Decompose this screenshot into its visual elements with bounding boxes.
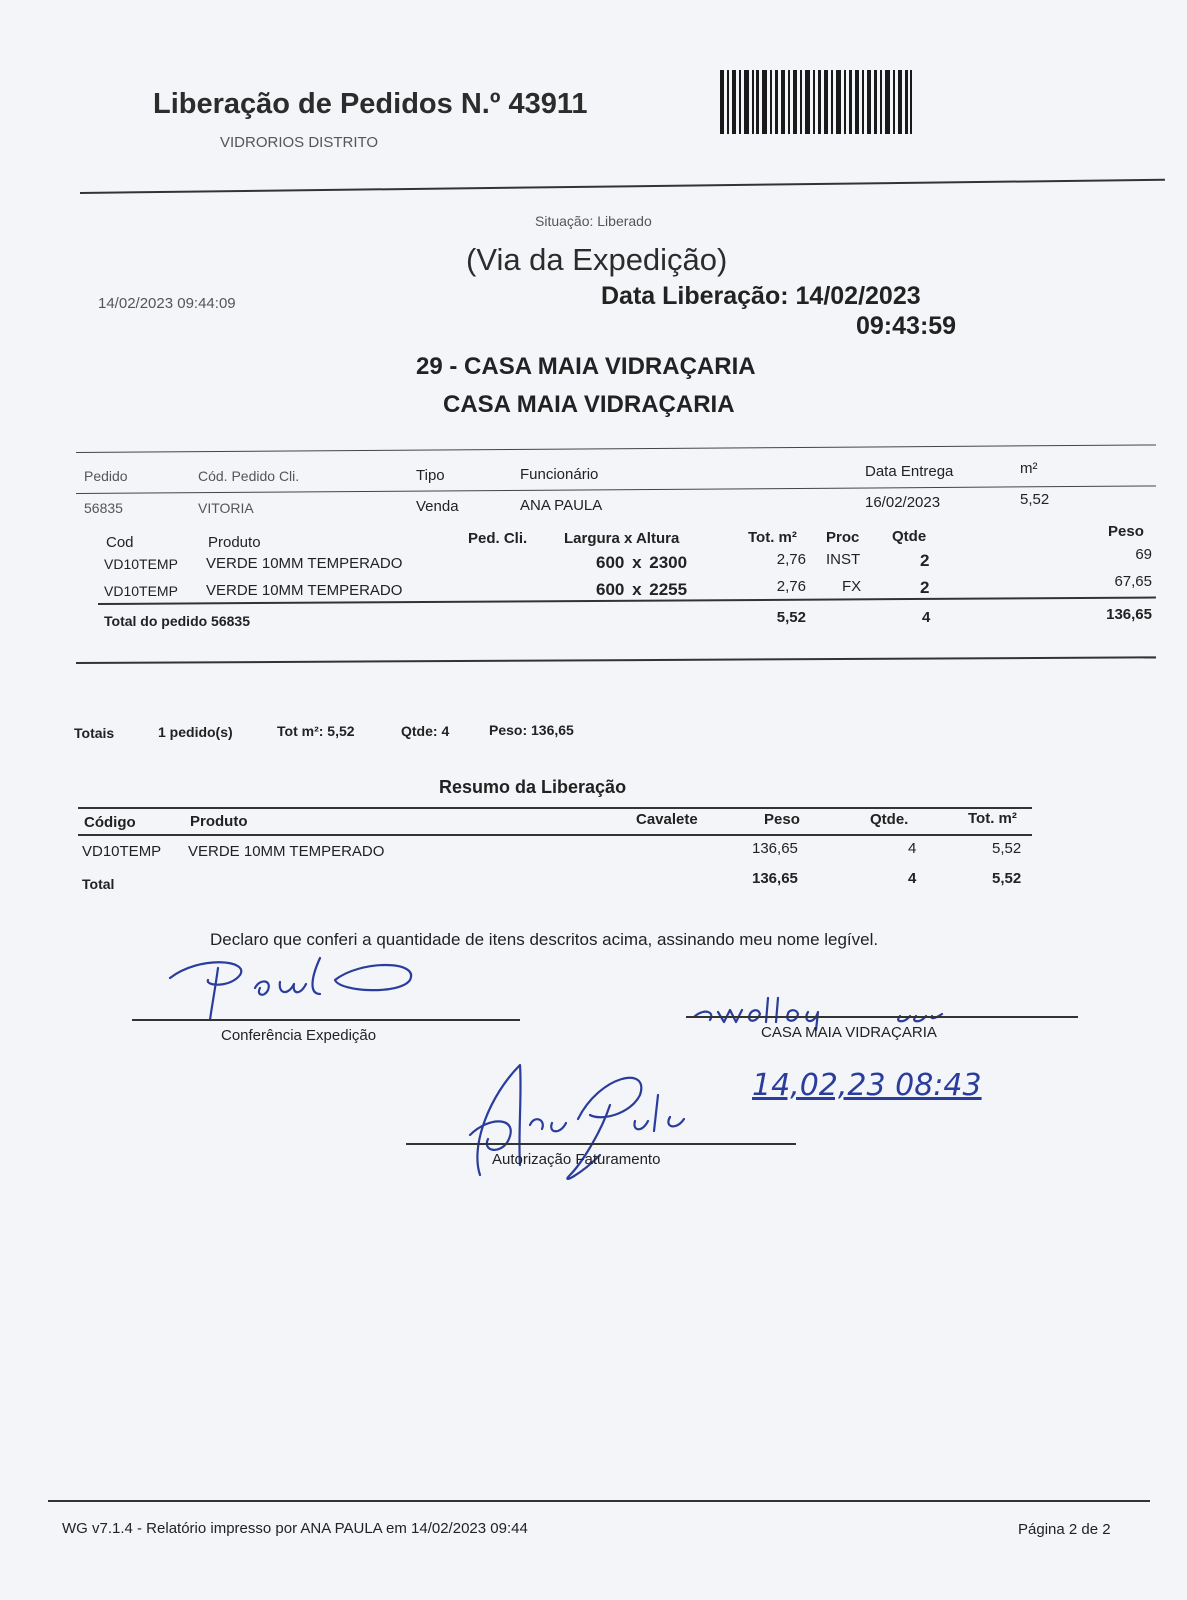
order-top-divider [76,444,1156,453]
value-tipo: Venda [416,498,459,515]
col-qtde: Qtde [892,528,927,545]
row2-cod: VD10TEMP [104,583,178,599]
resumo-row-codigo: VD10TEMP [82,843,162,860]
resumo-col-codigo: Código [84,814,136,831]
resumo-row-qtde: 4 [908,840,917,857]
totais-qtde: Qtde: 4 [401,723,450,739]
row2-qtde: 2 [920,578,930,597]
via-title: (Via da Expedição) [466,242,728,277]
signature-line-conferencia [132,1019,520,1021]
order-bottom-divider [76,656,1156,664]
resumo-total-qtde: 4 [908,870,917,887]
totais-label: Totais [74,725,115,741]
totais-tot-m2: Tot m²: 5,52 [277,723,355,739]
resumo-total-tot-m2: 5,52 [992,870,1022,887]
value-m2: 5,52 [1020,491,1050,508]
resumo-top-divider [78,807,1032,809]
row2-produto: VERDE 10MM TEMPERADO [206,582,403,599]
row1-qtde: 2 [920,551,930,570]
document-title: Liberação de Pedidos N.º 43911 [153,88,588,120]
barcode [720,70,912,134]
client-name-line1: 29 - CASA MAIA VIDRAÇARIA [416,353,756,380]
label-pedido: Pedido [84,468,128,484]
print-timestamp: 14/02/2023 09:44:09 [98,295,236,312]
row1-produto: VERDE 10MM TEMPERADO [206,555,403,572]
release-date: Data Liberação: 14/02/2023 [601,282,921,310]
declaration-text: Declaro que conferi a quantidade de itens descritos acima, assinando meu nome legível. [210,930,879,949]
signature-line-autorizacao [406,1143,796,1145]
resumo-row-peso: 136,65 [752,840,798,857]
value-pedido: 56835 [84,500,123,516]
col-produto: Produto [208,534,261,551]
row1-proc: INST [826,551,861,568]
row2-proc: FX [842,578,862,595]
conferencia-label: Conferência Expedição [221,1027,377,1044]
cliente-label: CASA MAIA VIDRAÇARIA [761,1024,937,1041]
row1-tot-m2: 2,76 [776,551,806,568]
row1-dims: 600 x 2300 [596,553,688,572]
totais-pedidos: 1 pedido(s) [158,724,233,740]
value-funcionario: ANA PAULA [520,497,603,514]
totais-peso: Peso: 136,65 [489,722,574,738]
col-ped-cli: Ped. Cli. [468,530,528,547]
status-text: Situação: Liberado [535,213,652,229]
row2-tot-m2: 2,76 [776,578,806,595]
label-m2: m² [1020,460,1038,477]
order-header-divider [76,485,1156,494]
resumo-header-divider [78,834,1032,836]
col-peso: Peso [1108,523,1144,540]
row2-peso: 67,65 [1114,573,1152,590]
release-time: 09:43:59 [856,312,957,340]
resumo-col-tot-m2: Tot. m² [968,810,1017,827]
header-divider [80,179,1165,194]
signature-conferencia [160,950,460,1030]
col-largura-altura: Largura x Altura [564,530,680,547]
resumo-row-produto: VERDE 10MM TEMPERADO [188,843,385,860]
label-tipo: Tipo [416,467,445,484]
resumo-row-tot-m2: 5,52 [992,840,1022,857]
resumo-col-peso: Peso [764,811,800,828]
autorizacao-label: Autorização Faturamento [492,1151,661,1168]
company-name: VIDRORIOS DISTRITO [220,134,379,151]
resumo-total-label: Total [82,876,115,892]
col-tot-m2: Tot. m² [748,529,797,546]
row1-peso: 69 [1135,546,1152,563]
resumo-col-cavalete: Cavalete [636,811,698,828]
order-total-peso: 136,65 [1106,606,1152,623]
row1-cod: VD10TEMP [104,556,178,572]
resumo-col-qtde: Qtde. [870,811,909,828]
resumo-title: Resumo da Liberação [439,777,627,797]
footer-page-number: Página 2 de 2 [1018,1521,1111,1538]
footer-report-info: WG v7.1.4 - Relatório impresso por ANA PAULA em 14/02/2023 09:44 [62,1520,528,1537]
signature-line-cliente [686,1016,1078,1018]
resumo-total-peso: 136,65 [752,870,798,887]
label-data-entrega: Data Entrega [865,463,954,480]
row2-dims: 600 x 2255 [596,580,688,599]
handwritten-datetime: 14,02,23 08:43 [752,1068,982,1103]
label-cod-pedido-cli: Cód. Pedido Cli. [198,468,300,484]
client-name-line2: CASA MAIA VIDRAÇARIA [443,391,735,418]
value-data-entrega: 16/02/2023 [865,494,941,511]
footer-divider [48,1500,1150,1502]
order-total-qtde: 4 [922,609,931,626]
resumo-col-produto: Produto [190,813,248,830]
value-cod-pedido-cli: VITORIA [198,500,254,516]
order-total-m2: 5,52 [776,609,806,626]
col-proc: Proc [826,529,860,546]
col-cod: Cod [106,534,134,551]
order-total-label: Total do pedido 56835 [104,613,250,629]
label-funcionario: Funcionário [520,466,599,483]
